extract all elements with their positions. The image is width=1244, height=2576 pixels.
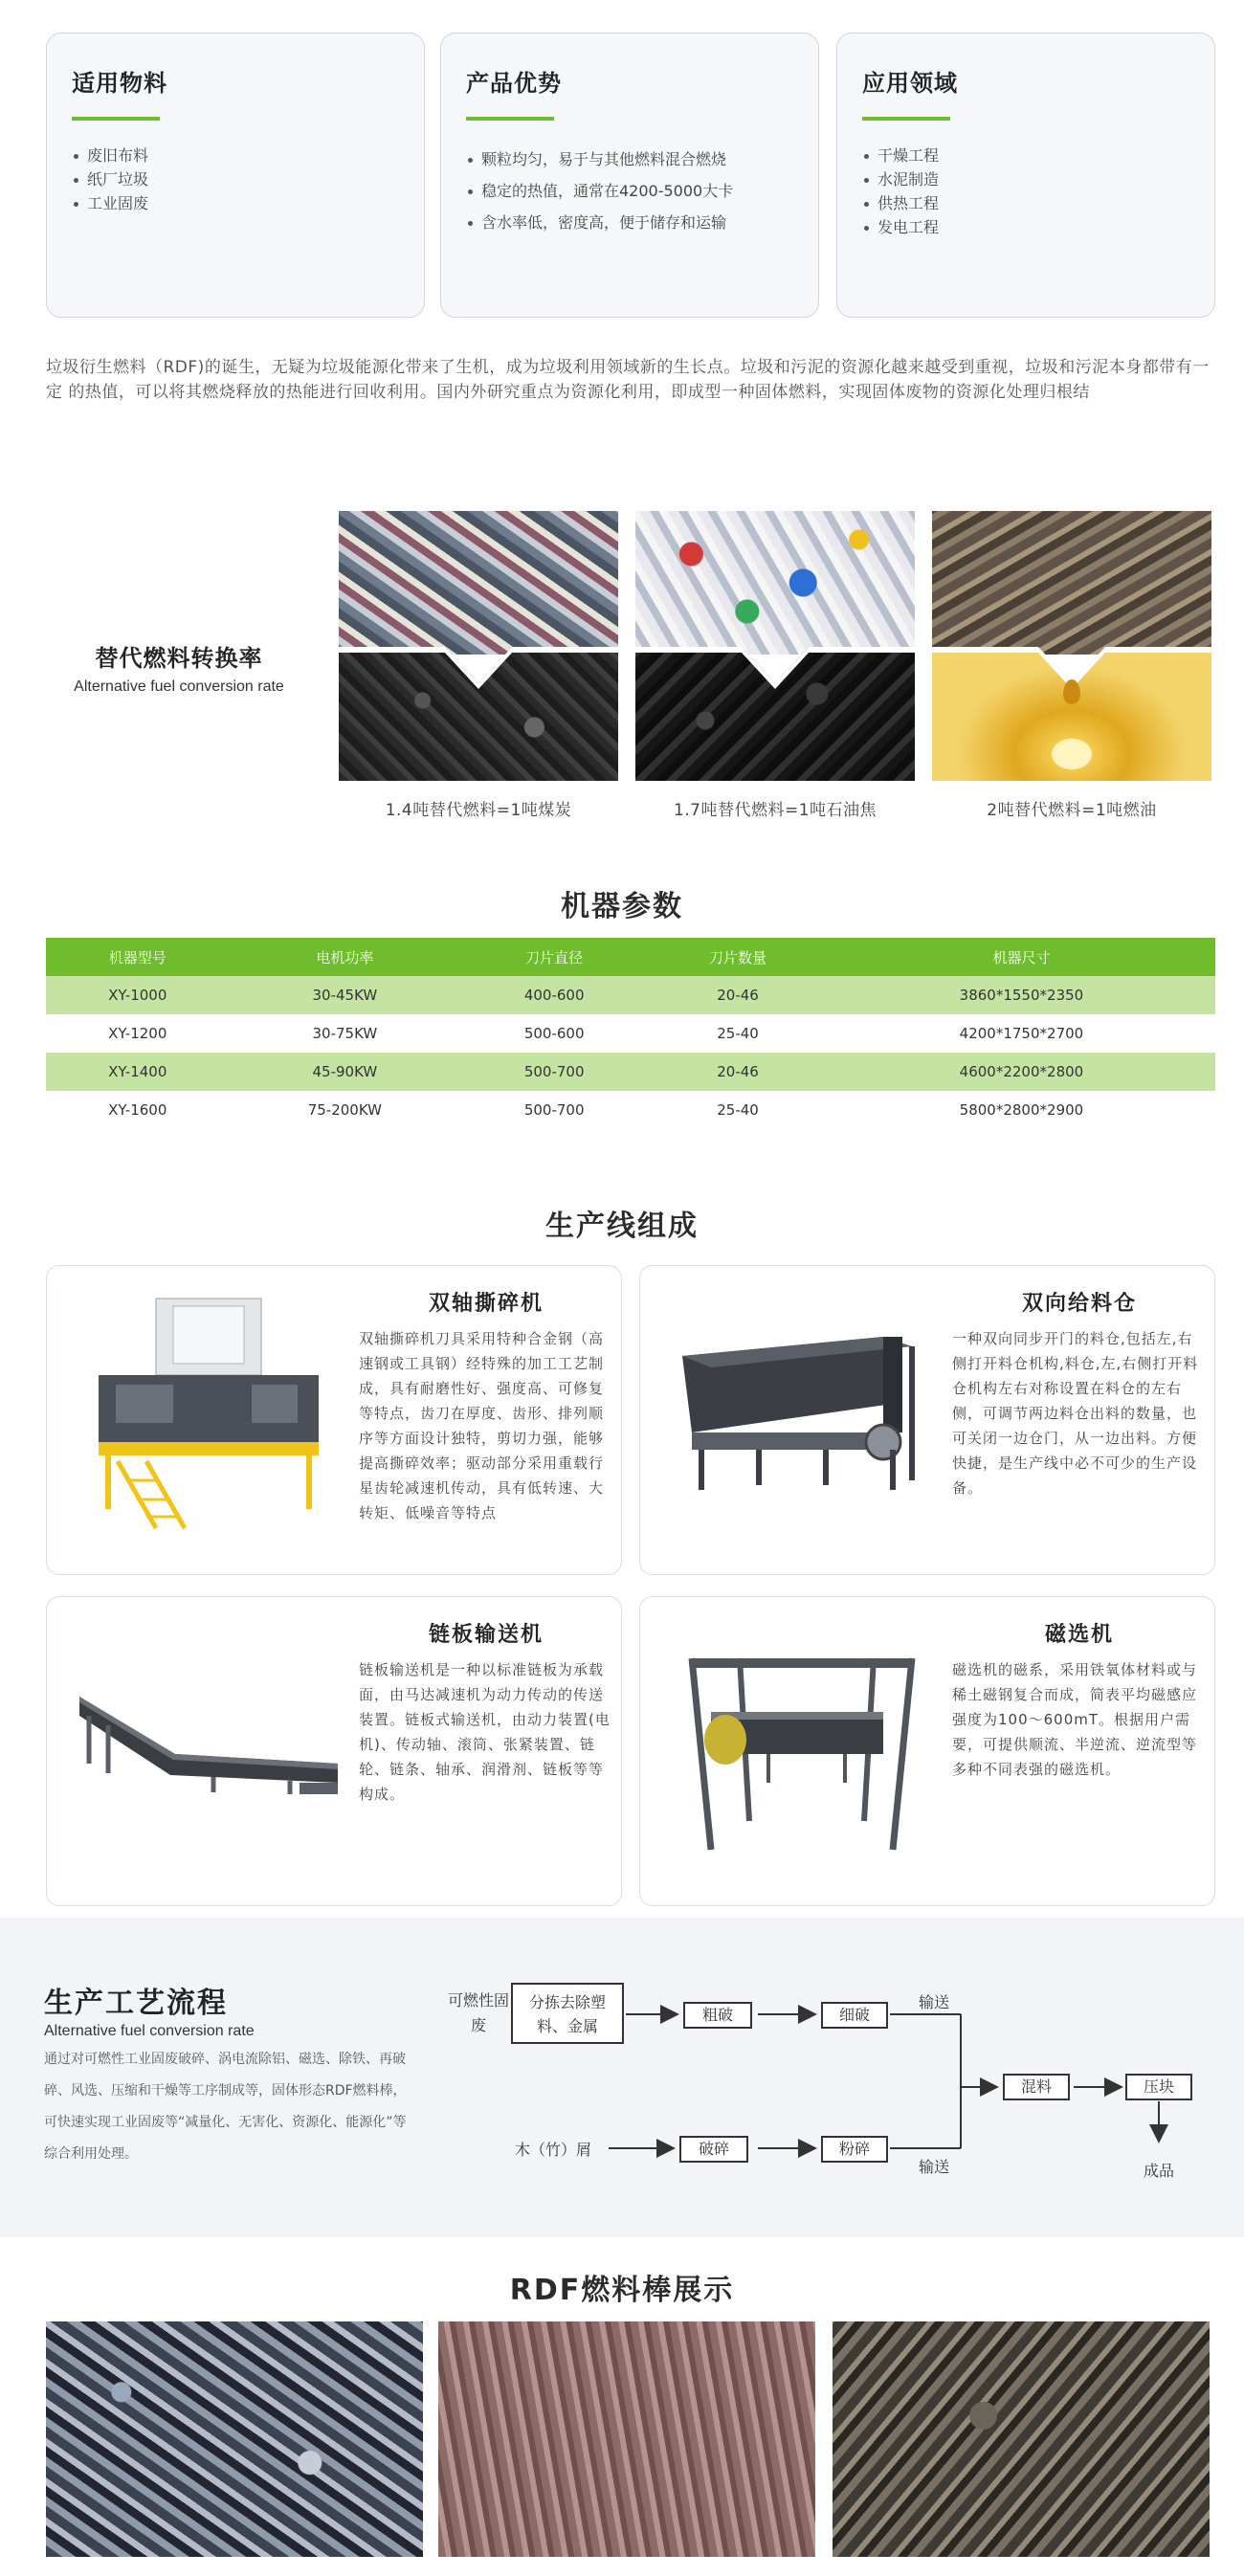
- flow-step-mix: 混料: [1003, 2074, 1070, 2100]
- flow-label-convey: 输送: [918, 2158, 949, 2176]
- petroleum-coke-image: [635, 647, 915, 781]
- product-description: 一种双向同步开门的料仓,包括左,右侧打开料仓机构,料仓,左,右侧打开料仓机构左右对称设置在料仓的左右侧，可调节两边料仓出料的数量，也可关闭一边仓门，从一边出料。方便快捷，是生产线中必不可少的生产设备。: [952, 1330, 1199, 1497]
- list-item: 水泥制造: [862, 167, 1189, 191]
- table-cell: XY-1200: [108, 1025, 167, 1042]
- column-header: 机器型号: [46, 938, 230, 976]
- feeder-bin-image: [654, 1289, 941, 1547]
- process-title: 生产工艺流程: [44, 1987, 228, 2020]
- product-text: [359, 1287, 613, 1525]
- list-item: 颗粒均匀，易于与其他燃料混合燃烧: [466, 144, 793, 175]
- conversion-item-coal: [339, 511, 618, 820]
- product-text: [952, 1618, 1207, 1782]
- conversion-label: 1.7吨替代燃料=1吨石油焦: [673, 801, 877, 820]
- product-description: 双轴撕碎机刀具采用特种合金钢（高速钢或工具钢）经特殊的加工工艺制成，具有耐磨性好、强度高、可修复等特点，齿刀在厚度、齿形、排列顺序等方面设计独特，剪切力强，能够提高撕碎效率；驱动部分采用重载行星齿轮减速机传动，具有低转速、大转矩、低噪音等特点: [359, 1330, 605, 1521]
- conversion-title: 替代燃料转换率: [95, 645, 263, 672]
- conversion-image: [932, 511, 1211, 781]
- magnetic-separator-image: [654, 1620, 941, 1878]
- table-cell: 400-600: [460, 976, 648, 1014]
- fuel-oil-image: [932, 647, 1211, 781]
- product-card-conveyor: [46, 1596, 622, 1906]
- product-text: [952, 1287, 1207, 1500]
- conversion-heading: [46, 639, 312, 696]
- table-cell: 75-200KW: [307, 1101, 382, 1119]
- conversion-label: 1.4吨替代燃料=1吨煤炭: [385, 801, 572, 820]
- table-cell: 20-46: [648, 976, 828, 1014]
- production-title: 生产线组成: [545, 1210, 699, 1243]
- title-underline: [466, 117, 554, 121]
- conversion-subtitle: Alternative fuel conversion rate: [74, 678, 284, 695]
- process-description: 通过对可燃性工业固废破碎、涡电流除铝、磁选、除铁、再破碎、风选、压缩和干燥等工序制成等，固体形态RDF燃料棒，可快速实现工业固废等“减量化、无害化、资源化、能源化”等综合利用处理。: [44, 2052, 407, 2162]
- flow-step-fine: 细破: [821, 2002, 888, 2029]
- table-cell: 4600*2200*2800: [828, 1053, 1215, 1091]
- wood-waste-image: [932, 511, 1211, 655]
- waste-image: [339, 511, 618, 655]
- table-cell: 30-45KW: [230, 976, 461, 1014]
- plastic-waste-image: [635, 511, 915, 655]
- table-cell: 4200*1750*2700: [959, 1025, 1084, 1042]
- list-item: 稳定的热值，通常在4200-5000大卡: [466, 175, 793, 207]
- card-advantages: [440, 33, 819, 318]
- table-cell: 30-75KW: [312, 1025, 378, 1042]
- card-applications: [836, 33, 1215, 318]
- card-list: [862, 144, 1189, 239]
- table-cell: 500-700: [523, 1101, 585, 1119]
- flow-step-product: 成品: [1143, 2162, 1174, 2180]
- feature-cards: [46, 33, 1215, 318]
- intro-paragraph: 垃圾衍生燃料（RDF)的诞生，无疑为垃圾能源化带来了生机，成为垃圾利用领域新的生长点。垃圾和污泥的资源化越来越受到重视，垃圾和污泥本身都带有一定 的热值，可以将其燃烧释放的热能进行回收利用。国内外研究重点为资源化利用，即成型一种固体燃料，实现固体废物的资源化处理归根结: [46, 358, 1210, 402]
- coal-image: [339, 647, 618, 781]
- product-text: [359, 1618, 613, 1807]
- rdf-photo: [438, 2321, 815, 2557]
- process-subtitle: Alternative fuel conversion rate: [44, 2023, 255, 2039]
- table-cell: 5800*2800*2900: [959, 1101, 1084, 1119]
- list-item: 废旧布料: [72, 144, 399, 167]
- table-cell: 3860*1550*2350: [828, 976, 1215, 1014]
- conversion-item-oil: [932, 511, 1211, 820]
- process-flowchart: [442, 1969, 1208, 2199]
- rdf-title: RDF燃料棒展示: [509, 2274, 735, 2307]
- flow-step-press: 压块: [1125, 2074, 1192, 2100]
- card-list: [466, 144, 793, 238]
- table-row: [46, 1091, 1215, 1129]
- product-description: 链板输送机是一种以标准链板为承载面，由马达减速机为动力传动的传送装置。链板式输送机，由动力装置(电机)、传动轴、滚筒、张紧装置、链轮、链条、轴承、润滑剂、链板等等构成。: [359, 1661, 611, 1803]
- product-description: 磁选机的磁系，采用铁氧体材料或与稀土磁钢复合而成，简表平均磁感应强度为100～600mT。根据用户需要，可提供顺流、半逆流、逆流型等多种不同表强的磁选机。: [952, 1661, 1198, 1778]
- table-cell: 25-40: [717, 1025, 759, 1042]
- title-underline: [862, 117, 950, 121]
- table-cell: 20-46: [648, 1053, 828, 1091]
- chain-conveyor-image: [60, 1620, 347, 1878]
- params-title: 机器参数: [561, 890, 683, 923]
- list-item: 发电工程: [862, 215, 1189, 239]
- flow-step-sort: 分拣去除塑料、金属: [511, 1983, 624, 2044]
- rdf-photo: [833, 2321, 1210, 2557]
- table-cell: XY-1600: [108, 1101, 167, 1119]
- column-header: 刀片数量: [648, 938, 828, 976]
- list-item: 含水率低，密度高，便于储存和运输: [466, 207, 793, 238]
- flow-source-combustible: 可燃性固废: [447, 1991, 509, 2034]
- card-materials: [46, 33, 425, 318]
- table-cell: XY-1400: [46, 1053, 230, 1091]
- product-card-magnetic-separator: [639, 1596, 1215, 1906]
- card-title: 适用物料: [72, 70, 167, 97]
- table-cell: XY-1000: [46, 976, 230, 1014]
- list-item: 纸厂垃圾: [72, 167, 399, 191]
- rdf-photo: [46, 2321, 423, 2557]
- product-name: 磁选机: [1044, 1623, 1114, 1647]
- table-row: [46, 1053, 1215, 1091]
- card-title: 应用领域: [862, 70, 958, 97]
- table-header-row: [46, 938, 1215, 976]
- flow-label-convey: 输送: [918, 1993, 949, 2011]
- product-card-feeder: [639, 1265, 1215, 1575]
- product-card-shredder: [46, 1265, 622, 1575]
- flow-step-crush: 破碎: [679, 2136, 748, 2163]
- table-cell: 500-700: [460, 1053, 648, 1091]
- product-name: 链板输送机: [428, 1623, 544, 1647]
- oil-drop-icon: [1063, 679, 1080, 704]
- list-item: 干燥工程: [862, 144, 1189, 167]
- conversion-item-coke: [635, 511, 915, 820]
- product-name: 双轴撕碎机: [428, 1292, 544, 1316]
- shredder-image: [60, 1289, 347, 1547]
- table-cell: 500-600: [523, 1025, 585, 1042]
- flow-step-grind: 粉碎: [821, 2136, 888, 2163]
- column-header: 电机功率: [230, 938, 461, 976]
- table-cell: 25-40: [717, 1101, 759, 1119]
- card-list: [72, 144, 399, 215]
- flow-step-coarse: 粗破: [683, 2002, 752, 2029]
- title-underline: [72, 117, 160, 121]
- list-item: 供热工程: [862, 191, 1189, 215]
- process-heading: [44, 1979, 255, 2040]
- conversion-image: [635, 511, 915, 781]
- table-row: [46, 976, 1215, 1014]
- conversion-image: [339, 511, 618, 781]
- conversion-label: 2吨替代燃料=1吨燃油: [987, 801, 1157, 820]
- product-name: 双向给料仓: [1021, 1292, 1137, 1316]
- column-header: 机器尺寸: [828, 938, 1215, 976]
- table-row: [46, 1014, 1215, 1053]
- flow-source-sawdust: 木（竹）屑: [514, 2141, 591, 2159]
- card-title: 产品优势: [466, 70, 562, 97]
- params-table: [46, 938, 1215, 1129]
- table-cell: 45-90KW: [230, 1053, 461, 1091]
- list-item: 工业固废: [72, 191, 399, 215]
- column-header: 刀片直径: [460, 938, 648, 976]
